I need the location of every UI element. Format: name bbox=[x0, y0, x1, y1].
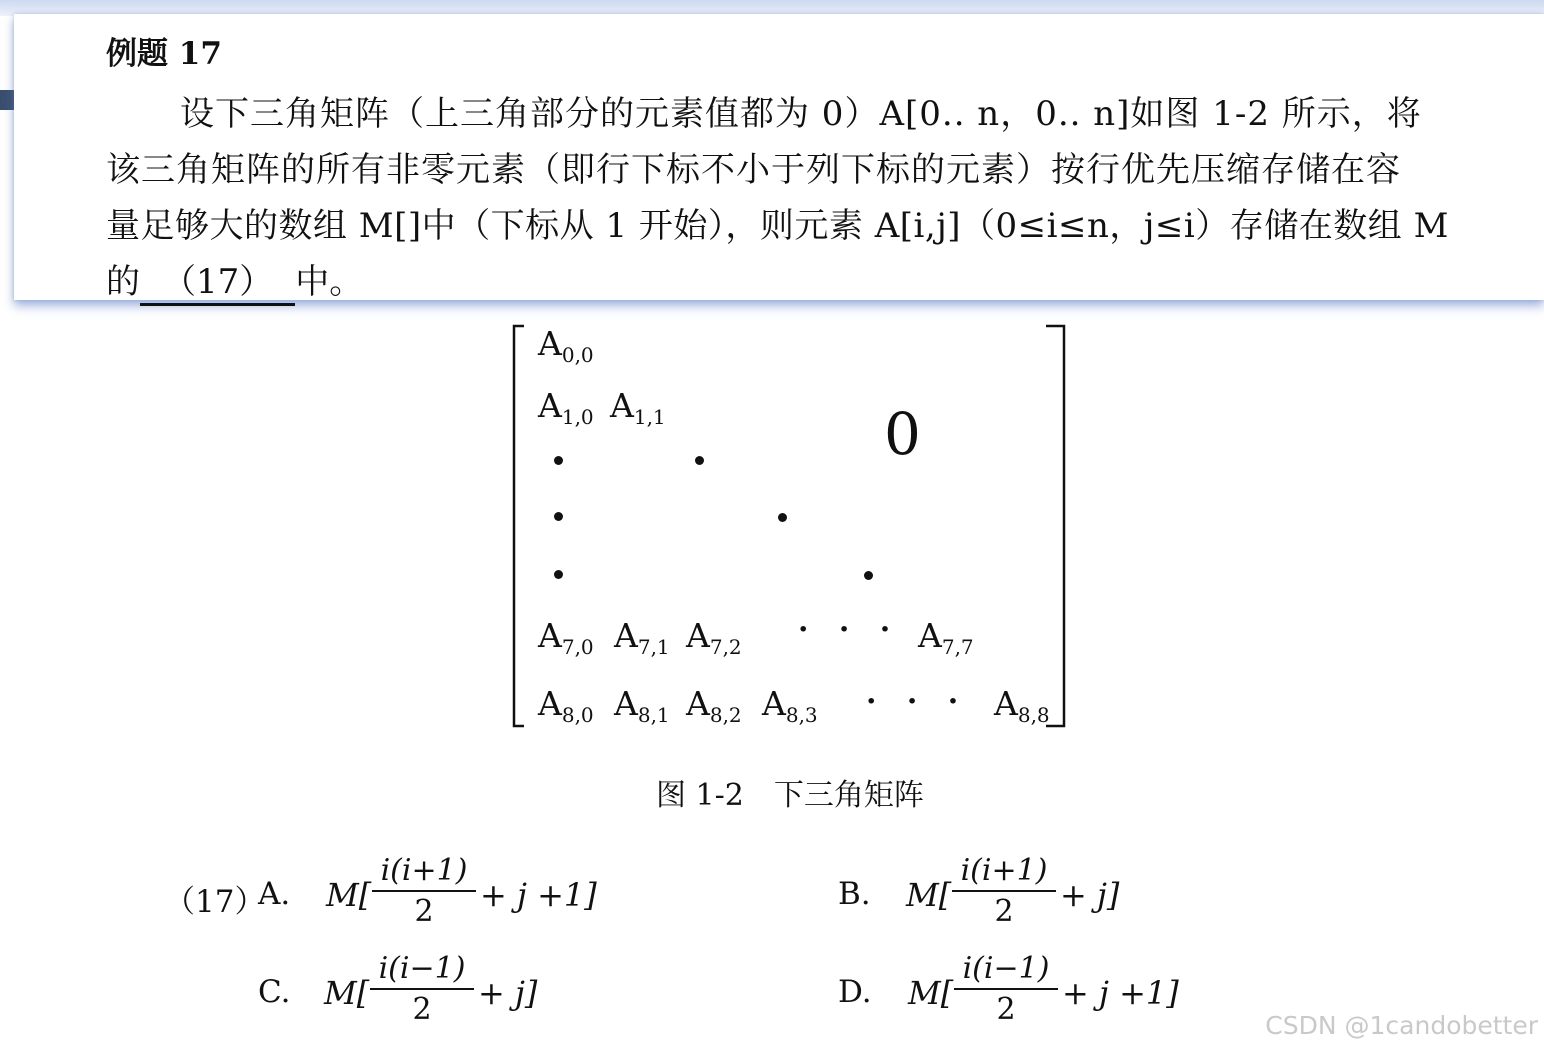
matrix-element: $A_{7,2}$ bbox=[686, 616, 742, 659]
option-b-numerator: i(i+1) bbox=[952, 852, 1056, 892]
option-b-pre: M[ bbox=[906, 876, 952, 914]
answer-blank: （17） bbox=[140, 254, 295, 306]
matrix-element: $A_{1,1}$ bbox=[610, 386, 666, 429]
option-c-label: C. bbox=[258, 974, 291, 1010]
ellipsis: · · · bbox=[866, 684, 969, 719]
option-d-fraction bbox=[954, 950, 1058, 1030]
option-b-label: B. bbox=[838, 876, 871, 912]
question-line-3: 量足够大的数组 M[]中（下标从 1 开始），则元素 A[i,j]（0≤i≤n，j≤i）存储在数组 M bbox=[106, 206, 1449, 246]
option-b-post: + j] bbox=[1060, 876, 1120, 914]
option-c-fraction bbox=[370, 950, 474, 1030]
option-c-numerator: i(i−1) bbox=[370, 950, 474, 990]
dot bbox=[554, 570, 563, 579]
line4-prefix: 的 bbox=[106, 262, 140, 302]
left-bracket bbox=[514, 326, 524, 726]
ellipsis: · · · bbox=[798, 612, 901, 647]
line4-suffix: 中。 bbox=[295, 262, 364, 302]
option-d-pre: M[ bbox=[908, 974, 954, 1012]
option-c-denominator: 2 bbox=[412, 992, 432, 1027]
option-b-denominator: 2 bbox=[994, 894, 1014, 929]
matrix-element: $A_{7,1}$ bbox=[614, 616, 670, 659]
matrix-element: $A_{8,8}$ bbox=[994, 684, 1050, 727]
question-line-1: 设下三角矩阵（上三角部分的元素值都为 0）A[0.. n，0.. n]如图 1-2 所示，将 bbox=[180, 94, 1422, 134]
option-a-post: + j +1] bbox=[480, 876, 597, 914]
matrix-element: $A_{8,3}$ bbox=[762, 684, 818, 727]
dot bbox=[554, 456, 563, 465]
option-prefix: （17） bbox=[164, 884, 266, 920]
watermark: CSDN @1candobetter bbox=[1265, 1011, 1538, 1040]
matrix-element: $A_{1,0}$ bbox=[538, 386, 594, 429]
option-a-label: A. bbox=[258, 876, 291, 912]
option-b-fraction bbox=[952, 852, 1056, 932]
question-line-2: 该三角矩阵的所有非零元素（即行下标不小于列下标的元素）按行优先压缩存储在容 bbox=[106, 150, 1401, 190]
figure-caption: 图 1-2 下三角矩阵 bbox=[656, 778, 924, 813]
option-d-post: + j +1] bbox=[1062, 974, 1179, 1012]
option-a-numerator: i(i+1) bbox=[372, 852, 476, 892]
matrix-element: $A_{8,1}$ bbox=[614, 684, 670, 727]
matrix-element: $A_{8,2}$ bbox=[686, 684, 742, 727]
matrix-element: $A_{0,0}$ bbox=[538, 324, 594, 367]
option-a-fraction bbox=[372, 852, 476, 932]
option-d-numerator: i(i−1) bbox=[954, 950, 1058, 990]
upper-zero-label: 0 bbox=[884, 400, 921, 468]
dot bbox=[695, 456, 704, 465]
question-heading: 例题 17 bbox=[106, 36, 222, 72]
matrix-element: $A_{8,0}$ bbox=[538, 684, 594, 727]
right-bracket bbox=[1046, 326, 1064, 726]
option-c-post: + j] bbox=[478, 974, 538, 1012]
option-a-pre: M[ bbox=[326, 876, 372, 914]
option-a-denominator: 2 bbox=[414, 894, 434, 929]
dot bbox=[778, 513, 787, 522]
dot bbox=[554, 512, 563, 521]
option-d-denominator: 2 bbox=[996, 992, 1016, 1027]
dot bbox=[864, 571, 873, 580]
option-d-label: D. bbox=[838, 974, 872, 1010]
option-c-pre: M[ bbox=[324, 974, 370, 1012]
matrix-element: $A_{7,7}$ bbox=[918, 616, 974, 659]
matrix-element: $A_{7,0}$ bbox=[538, 616, 594, 659]
